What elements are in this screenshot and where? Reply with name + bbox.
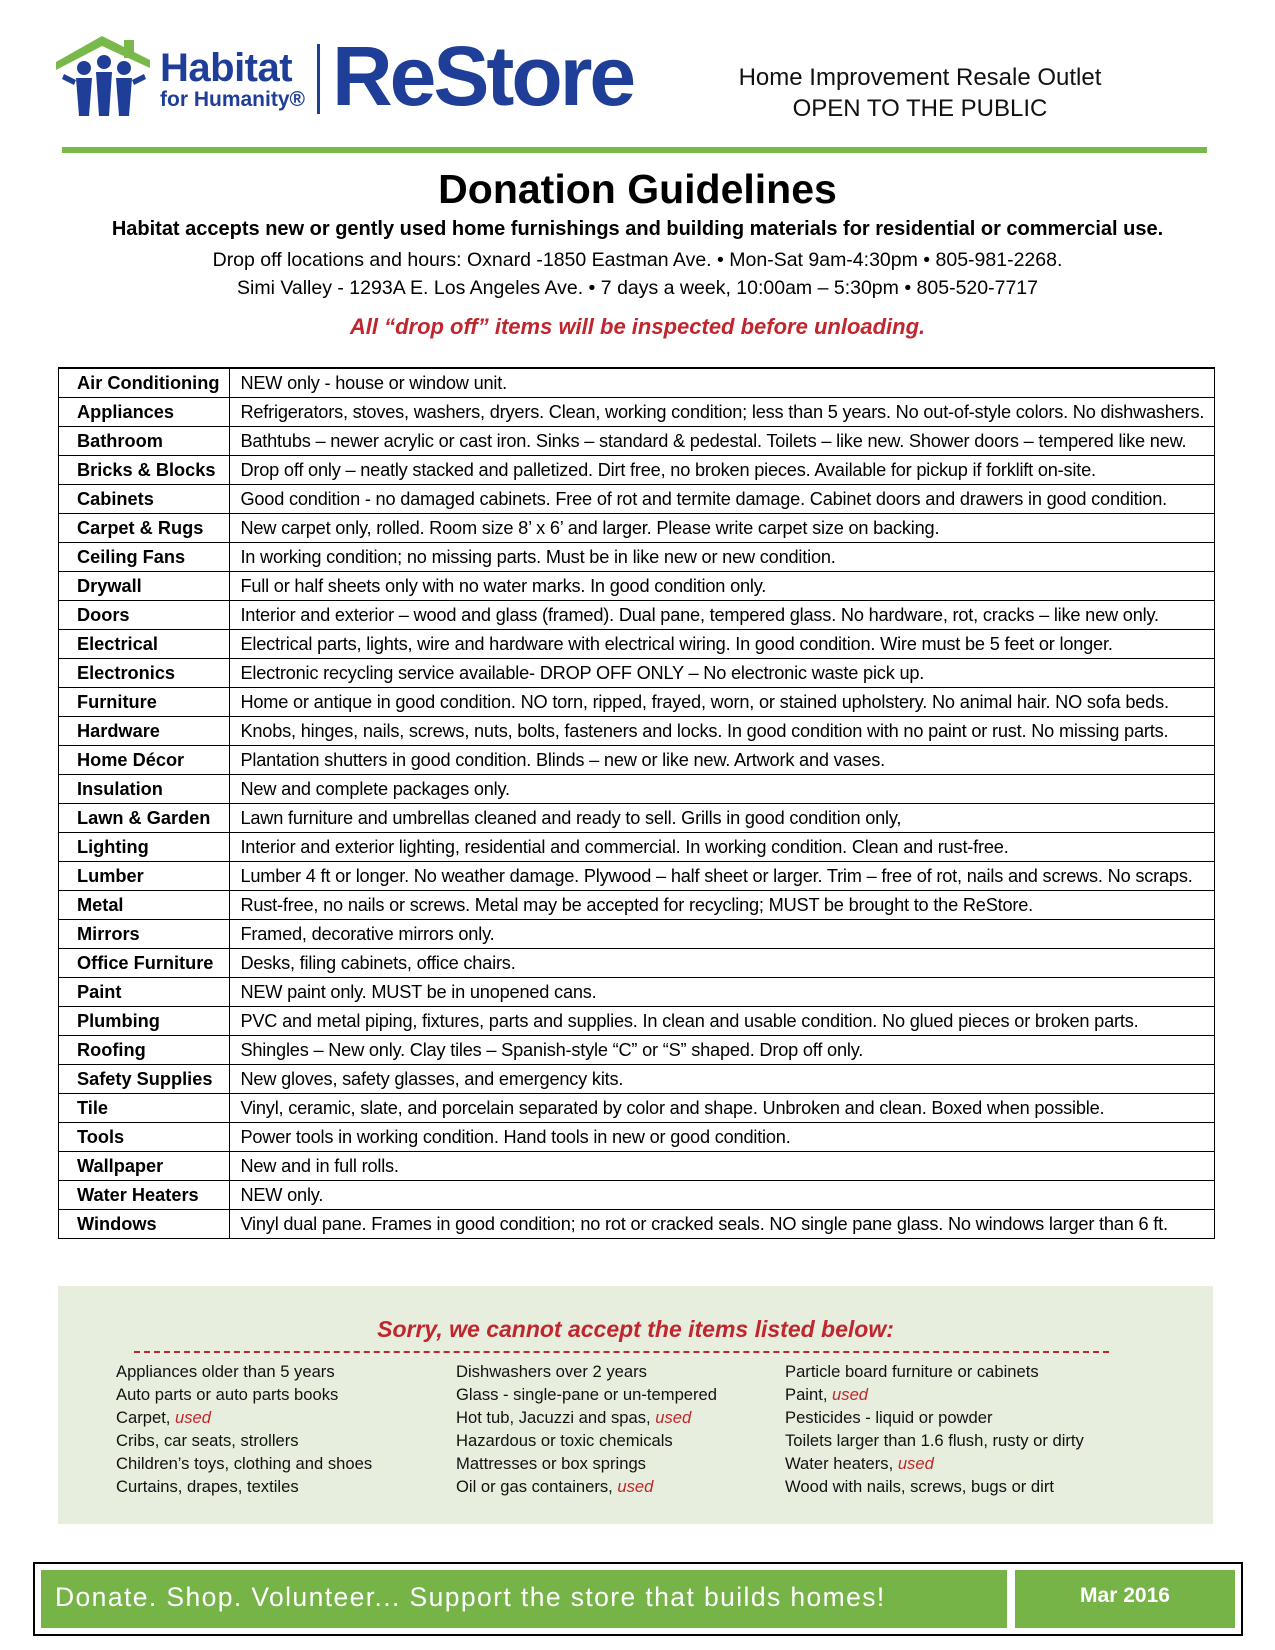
description-cell: In working condition; no missing parts. Must be in like new or new condition. xyxy=(230,543,1215,572)
list-item xyxy=(785,1429,1084,1452)
list-item-text: Cribs, car seats, strollers xyxy=(116,1431,299,1450)
intro-text: Habitat accepts new or gently used home furnishings and building materials for residential or commercial use. xyxy=(111,218,1164,240)
table-row xyxy=(59,659,1215,688)
list-item-text: Water heaters, xyxy=(785,1454,898,1473)
table-row xyxy=(59,514,1215,543)
description-cell: Desks, filing cabinets, office chairs. xyxy=(230,949,1215,978)
table-row xyxy=(59,398,1215,427)
used-label: used xyxy=(617,1477,654,1496)
description-cell: Refrigerators, stoves, washers, dryers. Clean, working condition; less than 5 years. No out-of-style colors. No dishwashers. xyxy=(230,398,1215,427)
habitat-wordmark xyxy=(160,48,305,110)
list-item xyxy=(785,1452,1084,1475)
category-cell: Lighting xyxy=(59,833,230,862)
description-cell: Electrical parts, lights, wire and hardware with electrical wiring. In good condition. Wire must be 5 feet or longer. xyxy=(230,630,1215,659)
category-cell: Electronics xyxy=(59,659,230,688)
category-cell: Bricks & Blocks xyxy=(59,456,230,485)
category-cell: Ceiling Fans xyxy=(59,543,230,572)
header-divider xyxy=(62,147,1207,153)
list-item-text: Hazardous or toxic chemicals xyxy=(456,1431,673,1450)
category-cell: Cabinets xyxy=(59,485,230,514)
table-row xyxy=(59,1065,1215,1094)
table-row xyxy=(59,775,1215,804)
guidelines-table xyxy=(58,367,1215,1239)
restore-wordmark: ReStore xyxy=(332,29,634,123)
table-row xyxy=(59,1036,1215,1065)
footer-slogan-box xyxy=(41,1570,1007,1628)
description-cell: Home or antique in good condition. NO torn, ripped, frayed, worn, or stained upholstery. No animal hair. NO sofa beds. xyxy=(230,688,1215,717)
habitat-wordmark-line2: for Humanity® xyxy=(160,88,305,111)
not-accepted-column-2 xyxy=(456,1360,717,1498)
habitat-house-people-icon xyxy=(54,34,154,120)
category-cell: Appliances xyxy=(59,398,230,427)
description-cell: Interior and exterior lighting, residential and commercial. In working condition. Clean and rust-free. xyxy=(230,833,1215,862)
category-cell: Furniture xyxy=(59,688,230,717)
table-row xyxy=(59,862,1215,891)
list-item xyxy=(785,1383,1084,1406)
description-cell: Power tools in working condition. Hand tools in new or good condition. xyxy=(230,1123,1215,1152)
description-cell: NEW paint only. MUST be in unopened cans. xyxy=(230,978,1215,1007)
list-item-text: Hot tub, Jacuzzi and spas, xyxy=(456,1408,656,1427)
list-item xyxy=(456,1406,717,1429)
category-cell: Office Furniture xyxy=(59,949,230,978)
list-item xyxy=(116,1475,372,1498)
category-cell: Carpet & Rugs xyxy=(59,514,230,543)
used-label: used xyxy=(655,1408,692,1427)
category-cell: Windows xyxy=(59,1210,230,1239)
table-row xyxy=(59,1094,1215,1123)
table-row xyxy=(59,630,1215,659)
table-row xyxy=(59,543,1215,572)
used-label: used xyxy=(832,1385,869,1404)
description-cell: Bathtubs – newer acrylic or cast iron. Sinks – standard & pedestal. Toilets – like new. Shower doors – tempered like new. xyxy=(230,427,1215,456)
description-cell: Electronic recycling service available- DROP OFF ONLY – No electronic waste pick up. xyxy=(230,659,1215,688)
logo-divider xyxy=(317,44,320,114)
guidelines-table-body xyxy=(59,368,1215,1239)
not-accepted-panel xyxy=(58,1286,1213,1524)
dashed-divider xyxy=(134,1351,1109,1353)
table-row xyxy=(59,1181,1215,1210)
not-accepted-title: Sorry, we cannot accept the items listed below: xyxy=(377,1316,894,1342)
table-row xyxy=(59,746,1215,775)
table-row xyxy=(59,891,1215,920)
footer-slogan: Donate. Shop. Volunteer... Support the store that builds homes! xyxy=(55,1582,886,1612)
drop-off-hours xyxy=(0,246,1275,302)
category-cell: Home Décor xyxy=(59,746,230,775)
list-item xyxy=(116,1429,372,1452)
list-item-text: Children’s toys, clothing and shoes xyxy=(116,1454,373,1473)
description-cell: NEW only - house or window unit. xyxy=(230,368,1215,398)
category-cell: Lawn & Garden xyxy=(59,804,230,833)
list-item xyxy=(785,1360,1084,1383)
category-cell: Bathroom xyxy=(59,427,230,456)
list-item xyxy=(116,1452,372,1475)
list-item-text: Mattresses or box springs xyxy=(456,1454,646,1473)
table-row xyxy=(59,1210,1215,1239)
list-item-text: Auto parts or auto parts books xyxy=(116,1385,339,1404)
used-label: used xyxy=(897,1454,934,1473)
page-title: Donation Guidelines xyxy=(438,166,837,212)
description-cell: Interior and exterior – wood and glass (framed). Dual pane, tempered glass. No hardware, rot, cracks – like new only. xyxy=(230,601,1215,630)
list-item xyxy=(116,1406,372,1429)
hours-oxnard: Drop off locations and hours: Oxnard -1850 Eastman Ave. • Mon-Sat 9am-4:30pm • 805-981-2268. xyxy=(212,249,1063,271)
description-cell: Knobs, hinges, nails, screws, nuts, bolts, fasteners and locks. In good condition with no paint or rust. No missing parts. xyxy=(230,717,1215,746)
list-item xyxy=(456,1475,717,1498)
list-item-text: Wood with nails, screws, bugs or dirt xyxy=(785,1477,1054,1496)
list-item-text: Toilets larger than 1.6 flush, rusty or dirty xyxy=(785,1431,1084,1450)
description-cell: New and complete packages only. xyxy=(230,775,1215,804)
not-accepted-column-1 xyxy=(116,1360,372,1498)
list-item-text: Oil or gas containers, xyxy=(456,1477,618,1496)
category-cell: Metal xyxy=(59,891,230,920)
footer-date: Mar 2016 xyxy=(1080,1584,1170,1607)
list-item-text: Particle board furniture or cabinets xyxy=(785,1362,1039,1381)
table-row xyxy=(59,1152,1215,1181)
description-cell: Lawn furniture and umbrellas cleaned and ready to sell. Grills in good condition only, xyxy=(230,804,1215,833)
description-cell: Good condition - no damaged cabinets. Free of rot and termite damage. Cabinet doors and drawers in good condition. xyxy=(230,485,1215,514)
category-cell: Drywall xyxy=(59,572,230,601)
table-row xyxy=(59,1007,1215,1036)
list-item xyxy=(116,1383,372,1406)
table-row xyxy=(59,804,1215,833)
list-item-text: Paint, xyxy=(785,1385,833,1404)
table-row xyxy=(59,427,1215,456)
description-cell: NEW only. xyxy=(230,1181,1215,1210)
category-cell: Safety Supplies xyxy=(59,1065,230,1094)
description-cell: PVC and metal piping, fixtures, parts and supplies. In clean and usable condition. No glued pieces or broken parts. xyxy=(230,1007,1215,1036)
footer-date-box xyxy=(1015,1570,1235,1628)
list-item-text: Dishwashers over 2 years xyxy=(456,1362,647,1381)
table-row xyxy=(59,1123,1215,1152)
description-cell: Vinyl dual pane. Frames in good condition; no rot or cracked seals. NO single pane glass. No windows larger than 6 ft. xyxy=(230,1210,1215,1239)
list-item-text: Curtains, drapes, textiles xyxy=(116,1477,299,1496)
description-cell: New gloves, safety glasses, and emergency kits. xyxy=(230,1065,1215,1094)
description-cell: New and in full rolls. xyxy=(230,1152,1215,1181)
description-cell: Lumber 4 ft or longer. No weather damage. Plywood – half sheet or larger. Trim – free of rot, nails and screws. No scraps. xyxy=(230,862,1215,891)
list-item-text: Glass - single-pane or un-tempered xyxy=(456,1385,718,1404)
hours-simi-valley: Simi Valley - 1293A E. Los Angeles Ave. • 7 days a week, 10:00am – 5:30pm • 805-520-7717 xyxy=(236,277,1038,299)
table-row xyxy=(59,456,1215,485)
description-cell: Drop off only – neatly stacked and palletized. Dirt free, no broken pieces. Available for pickup if forklift on-site. xyxy=(230,456,1215,485)
table-row xyxy=(59,485,1215,514)
list-item-text: Pesticides - liquid or powder xyxy=(785,1408,993,1427)
tagline-line1: Home Improvement Resale Outlet xyxy=(738,64,1102,91)
table-row xyxy=(59,833,1215,862)
description-cell: Rust-free, no nails or screws. Metal may be accepted for recycling; MUST be brought to the ReStore. xyxy=(230,891,1215,920)
description-cell: Shingles – New only. Clay tiles – Spanish-style “C” or “S” shaped. Drop off only. xyxy=(230,1036,1215,1065)
used-label: used xyxy=(175,1408,212,1427)
table-row xyxy=(59,717,1215,746)
category-cell: Hardware xyxy=(59,717,230,746)
list-item xyxy=(456,1452,717,1475)
list-item-text: Carpet, xyxy=(116,1408,176,1427)
category-cell: Plumbing xyxy=(59,1007,230,1036)
list-item xyxy=(116,1360,372,1383)
category-cell: Mirrors xyxy=(59,920,230,949)
table-row xyxy=(59,601,1215,630)
not-accepted-column-3 xyxy=(785,1360,1084,1498)
category-cell: Doors xyxy=(59,601,230,630)
footer-banner xyxy=(33,1562,1243,1636)
description-cell: New carpet only, rolled. Room size 8’ x 6’ and larger. Please write carpet size on backing. xyxy=(230,514,1215,543)
tagline xyxy=(700,62,1140,124)
category-cell: Air Conditioning xyxy=(59,368,230,398)
description-cell: Framed, decorative mirrors only. xyxy=(230,920,1215,949)
category-cell: Insulation xyxy=(59,775,230,804)
category-cell: Tile xyxy=(59,1094,230,1123)
table-row xyxy=(59,978,1215,1007)
table-row xyxy=(59,368,1215,398)
description-cell: Vinyl, ceramic, slate, and porcelain separated by color and shape. Unbroken and clean. Boxed when possible. xyxy=(230,1094,1215,1123)
category-cell: Water Heaters xyxy=(59,1181,230,1210)
table-row xyxy=(59,920,1215,949)
list-item xyxy=(785,1406,1084,1429)
list-item xyxy=(456,1360,717,1383)
habitat-wordmark-line1: Habitat xyxy=(160,46,293,90)
list-item xyxy=(456,1429,717,1452)
description-cell: Full or half sheets only with no water marks. In good condition only. xyxy=(230,572,1215,601)
table-row xyxy=(59,572,1215,601)
description-cell: Plantation shutters in good condition. Blinds – new or like new. Artwork and vases. xyxy=(230,746,1215,775)
tagline-line2: OPEN TO THE PUBLIC xyxy=(792,95,1048,122)
list-item xyxy=(785,1475,1084,1498)
inspection-notice: All “drop off” items will be inspected before unloading. xyxy=(349,314,926,339)
category-cell: Paint xyxy=(59,978,230,1007)
category-cell: Tools xyxy=(59,1123,230,1152)
category-cell: Lumber xyxy=(59,862,230,891)
habitat-restore-logo xyxy=(54,29,654,123)
category-cell: Electrical xyxy=(59,630,230,659)
category-cell: Wallpaper xyxy=(59,1152,230,1181)
list-item xyxy=(456,1383,717,1406)
list-item-text: Appliances older than 5 years xyxy=(116,1362,335,1381)
category-cell: Roofing xyxy=(59,1036,230,1065)
table-row xyxy=(59,949,1215,978)
table-row xyxy=(59,688,1215,717)
